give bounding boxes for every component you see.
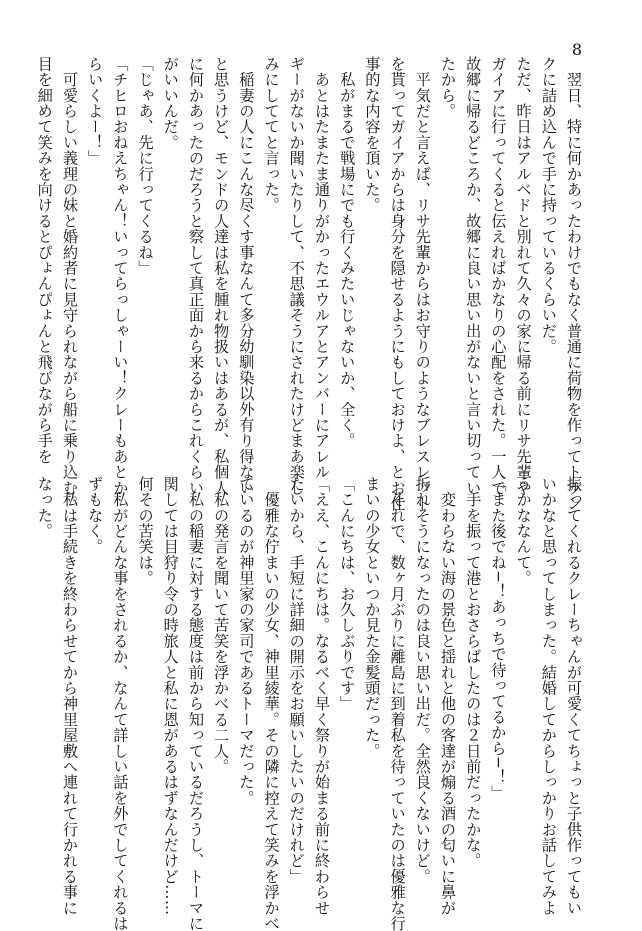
text-line: 可愛らしい義理の妹と婚約者に見守られながら船に乗り込む。 [60, 56, 79, 512]
text-line: うかななんて。 [514, 476, 533, 586]
text-line: ずもなく。 [86, 476, 105, 555]
text-line: 「また後でね−！あっちで待ってるから−！」 [489, 476, 508, 801]
text-line: 振ってくれるクレーちゃんが可愛くてちょっと子供作ってもい [565, 476, 583, 916]
text-line: ただ、昨日はアルベドと別れて久々の家に帰る前にリサ先輩や [514, 56, 533, 496]
text-block-bottom [35, 476, 586, 931]
text-line: まいの少女といつか見た金髪頭だった。 [363, 476, 382, 759]
text-line: 翌日、特に何かあったわけでもなく普通に荷物を作ってトラン [565, 56, 583, 512]
text-line: 「チヒロおねえちゃん！いってらっしゃーい！クレーもあとか [111, 56, 130, 496]
text-line: 稲妻の人にこんな尽くす事なんて多分幼馴染以外有り得ない [237, 56, 256, 496]
text-line: 事的な内容を頂いた。 [363, 56, 382, 213]
text-line: それで、数ヶ月ぶりに離島に到着私を待っていたのは優雅な行 [388, 476, 407, 931]
text-line: クに詰め込んで手に持っているくらいだ。 [539, 56, 558, 355]
text-line: と思うけど、モンドの人達は私を腫れ物扱いはあるが、私個人 [212, 56, 231, 496]
page-number: 8 [571, 40, 582, 59]
text-line: 私がまるで戦場にでも行くみたいじゃないか、全く。 [338, 56, 357, 449]
text-line: たから。 [438, 56, 457, 119]
text-line: いかなと思ってしまった。結婚してからしっかりお話してみよ [539, 476, 558, 916]
text-line: 折れそうになったのは良い思い出だ。全然良くないけど。 [413, 476, 432, 885]
text-line: 何その苦笑は。 [136, 476, 155, 586]
text-line: 私の発言を聞いて苦笑を浮かべる二人。 [212, 476, 231, 775]
text-line: に何かあったのだろうと察して真正面から来るからこれくらい [186, 56, 205, 496]
text-line: 故郷に帰るどころか、故郷に良い思い出がないと言い切ってい [464, 56, 483, 496]
text-line: 私の稲妻に対する態度は前から知っているだろうし、トーマに [186, 476, 205, 931]
text-line: 「じゃあ、先に行ってくるね」 [136, 56, 155, 276]
text-line: 変わらない海の景色と揺れと他の客達が煽る酒の匂いに鼻が [438, 476, 457, 916]
text-line: 私は手続きを終わらせてから神里屋敷へ連れて行かれる事に [60, 476, 79, 916]
text-line: みにしててと言った。 [262, 56, 281, 213]
text-line: を貰ってガイアからは身分を隠せるようにもしておけよ、とお仕 [388, 56, 407, 512]
text-line: あとはたまたま通りがかったエウルアとアンバーにアレル [312, 56, 331, 480]
text-line: がいいんだ。 [161, 56, 180, 151]
text-line: ガイアに行ってくると伝えればかなりの心配をされた。一人で [489, 56, 508, 496]
text-line: らいくよー！」 [86, 56, 105, 166]
text-line: 目を細めて笑みを向けるとぴょんぴょんと飛びながら手を [35, 56, 54, 465]
text-line: 私がどんな事をされるか、なんて詳しい話を外でしてくれるは [111, 476, 130, 931]
text-line: 手を振って港とおさらばしたのは２日前だったかな。 [464, 476, 483, 869]
text-line: ギーがないか聞いたりして、不思議そうにされたけどまあ楽し [287, 56, 306, 496]
text-line: 「ええ、こんにちは。なるべく早く祭りが始まる前に終わらせ [312, 476, 331, 916]
text-line: 優雅な佇まいの少女、神里綾華。その隣に控えて笑みを浮かべ [262, 476, 281, 931]
text-line: 関しては目狩り令の時旅人と私に恩があるはずなんだけど…… [161, 476, 180, 916]
text-line: ているのが神里家の家司であるトーマだった。 [237, 476, 256, 806]
text-line: たいから、手短に詳細の開示をお願いしたいのだけれど」 [287, 476, 306, 885]
text-line: なった。 [35, 476, 54, 539]
text-line: 平気だと言えば、リサ先輩からはお守りのようなブレスレット [413, 56, 432, 512]
text-line: 「こんにちは、お久しぶりです」 [338, 476, 357, 712]
